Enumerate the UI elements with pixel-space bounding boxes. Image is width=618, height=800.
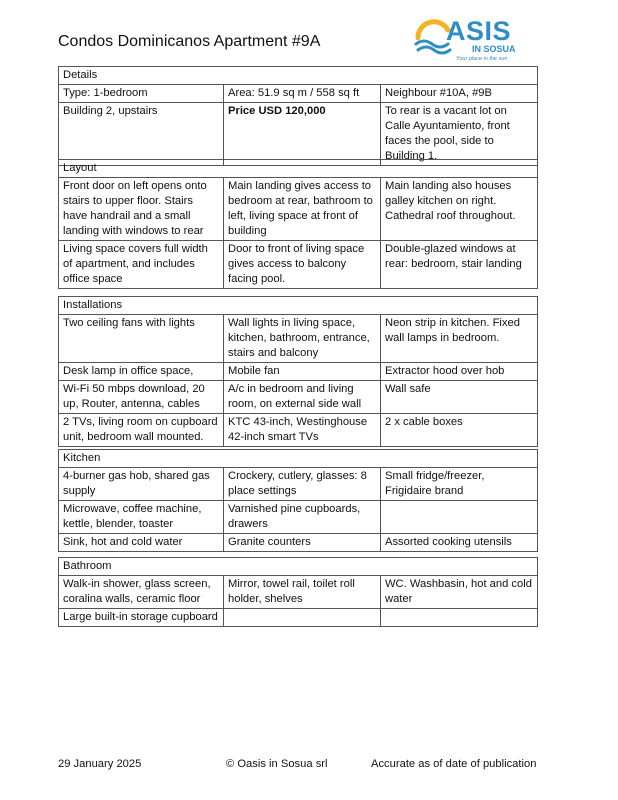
price-cell: Price USD 120,000 (224, 103, 381, 166)
table-row (59, 609, 538, 627)
table-cell: Main landing gives access to bedroom at rear, bathroom to left, living space at front of building (224, 178, 381, 241)
table-cell: WC. Washbasin, hot and cold water (381, 576, 538, 609)
table-cell: Wall lights in living space, kitchen, bathroom, entrance, stairs and balcony (224, 315, 381, 363)
logo-word: ASIS (446, 16, 512, 46)
table-cell: Door to front of living space gives access to balcony facing pool. (224, 241, 381, 289)
table-cell: Large built-in storage cupboard (59, 609, 224, 627)
table-cell: Granite counters (224, 534, 381, 552)
oasis-logo (412, 14, 534, 66)
table-cell: Area: 51.9 sq m / 558 sq ft (224, 85, 381, 103)
footer-copyright: © Oasis in Sosua srl (226, 758, 328, 770)
bathroom-table (58, 557, 538, 627)
table-cell: 2 x cable boxes (381, 414, 538, 447)
bathroom-header: Bathroom (59, 558, 538, 576)
table-cell: Microwave, coffee machine, kettle, blender, toaster (59, 501, 224, 534)
layout-table (58, 159, 538, 289)
table-cell: Varnished pine cupboards, drawers (224, 501, 381, 534)
logo-subtitle: IN SOSUA (472, 44, 516, 54)
installations-header: Installations (59, 297, 538, 315)
table-row (59, 576, 538, 609)
table-cell: Living space covers full width of apartment, and includes office space (59, 241, 224, 289)
table-cell: Sink, hot and cold water (59, 534, 224, 552)
table-cell (381, 609, 538, 627)
table-cell: Extractor hood over hob (381, 363, 538, 381)
table-cell: Assorted cooking utensils (381, 534, 538, 552)
footer-note: Accurate as of date of publication (371, 758, 537, 770)
table-cell: 4-burner gas hob, shared gas supply (59, 468, 224, 501)
layout-header: Layout (59, 160, 538, 178)
table-cell: Two ceiling fans with lights (59, 315, 224, 363)
table-row (59, 363, 538, 381)
table-cell: A/c in bedroom and living room, on external side wall (224, 381, 381, 414)
table-row (59, 85, 538, 103)
page-title: Condos Dominicanos Apartment #9A (58, 33, 321, 50)
table-cell (224, 609, 381, 627)
table-row (59, 501, 538, 534)
table-cell: Neon strip in kitchen. Fixed wall lamps in bedroom. (381, 315, 538, 363)
table-cell: 2 TVs, living room on cupboard unit, bedroom wall mounted. (59, 414, 224, 447)
installations-table (58, 296, 538, 447)
logo-tagline: Your place in the sun (456, 56, 508, 62)
table-row (59, 103, 538, 166)
kitchen-table (58, 449, 538, 552)
table-cell: Main landing also houses galley kitchen on right. Cathedral roof throughout. (381, 178, 538, 241)
table-cell: Crockery, cutlery, glasses: 8 place settings (224, 468, 381, 501)
table-cell: Small fridge/freezer, Frigidaire brand (381, 468, 538, 501)
table-cell: Mobile fan (224, 363, 381, 381)
table-cell: To rear is a vacant lot on Calle Ayuntamiento, front faces the pool, side to Building 1. (381, 103, 538, 166)
table-cell: Wi-Fi 50 mbps download, 20 up, Router, antenna, cables (59, 381, 224, 414)
table-row (59, 241, 538, 289)
table-cell (381, 501, 538, 534)
details-header: Details (59, 67, 538, 85)
table-row (59, 381, 538, 414)
table-cell: Mirror, towel rail, toilet roll holder, shelves (224, 576, 381, 609)
table-row (59, 178, 538, 241)
table-cell: Building 2, upstairs (59, 103, 224, 166)
table-cell: KTC 43-inch, Westinghouse 42-inch smart TVs (224, 414, 381, 447)
footer-date: 29 January 2025 (58, 758, 142, 770)
table-row (59, 468, 538, 501)
table-cell: Type: 1-bedroom (59, 85, 224, 103)
table-cell: Walk-in shower, glass screen, coralina walls, ceramic floor (59, 576, 224, 609)
details-table (58, 66, 538, 166)
table-cell: Front door on left opens onto stairs to upper floor. Stairs have handrail and a small landing with windows to rear (59, 178, 224, 241)
table-cell: Desk lamp in office space, (59, 363, 224, 381)
table-cell: Double-glazed windows at rear: bedroom, stair landing (381, 241, 538, 289)
table-row (59, 414, 538, 447)
table-cell: Neighbour #10A, #9B (381, 85, 538, 103)
table-row (59, 315, 538, 363)
table-cell: Wall safe (381, 381, 538, 414)
table-row (59, 534, 538, 552)
kitchen-header: Kitchen (59, 450, 538, 468)
